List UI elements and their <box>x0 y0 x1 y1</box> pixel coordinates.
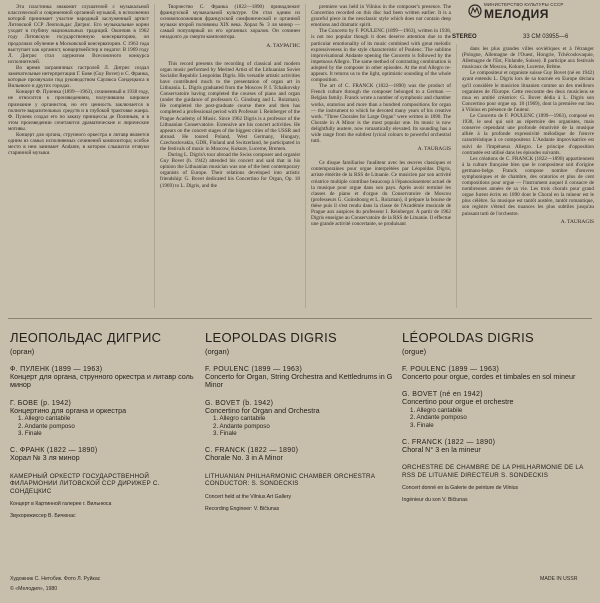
paragraph: Le Concerto de F. POULENC (1899—1963), composé en 1938, le seul qui soit au répertoire des organistes, mais conserve cependant une profonde émotivité de la musique alliée à la profonde expressivité mélodique de l'œuvre caractéristique à ce compositeur. L'Andante improvisatrice est suivi de l'impétueux Allegro. Le principe d'opposition contrastée est utilisé dans les épisodes suivants. <box>462 113 594 156</box>
ensemble: ORCHESTRE DE CHAMBRE DE LA PHILHARMONIE DE LA RSS DE LITUANIE DIRECTEUR S. SONDECKIS <box>402 464 584 479</box>
work-title: Хорал № 3 ля минор <box>10 453 80 463</box>
liner-notes-3 <box>311 4 451 227</box>
paragraph: During L. Digris's tour abroad the Swiss composer and organist Guy Bovet (b. 1942) attended his concert and said that in his opinion the Lithuanian musician was one of the best contemporary organists of Europe. Their relations developed into artistic friendship: G. Bovet dedicated his Concertino for Organ, Op. 18 (1969) to L. Digris, and the <box>160 152 300 189</box>
movement: 2. Andante pomposo <box>410 414 467 422</box>
program-english <box>205 330 393 512</box>
work-item <box>402 366 590 381</box>
paragraph: The Concerto by F. POULENC (1899—1963), written in 1938, is not too popular though it does deserve attention due to the particular emotionality of its music combined with great melodic expressiveness in the style characteristic of Poulenc. The sublime improvisational Andante opening the Concerto is followed by the impetuous Allegro. The same method of contrasting combination is adopted by the composer in other episodes. At the end Allegro re-appears. It returns us to the light, optimistic sounding of the whole composition. <box>311 28 451 84</box>
paragraph: Ce disque familiarise l'auditeur avec les œuvres classiques et contemporaines pour orgue interprétées par Léopoldas Digris, artiste émérite de la RSS de Lituanie. Ce musicien par son activité créatrice multiple contribue beaucoup à l'épanouissement actuel de la musique pour orgue dans son pays. Après avoir terminé les classes de piano et d'orgue du Conservatoire de Moscou (professeurs G. Guinsbourg et L. Roizman), il prépare la bourse de thèse puis il s'est rendu dans la classe de l'Académie musicale de Prague aux auspices du professeur I. Reinberger. A partir de 1962 Digris enseigne au Conservatoire de la RSS de Lituanie. Il effectue une grande activité concertante, se produisant <box>311 160 451 228</box>
paragraph: dans les plus grandes villes soviétiques et à l'étranger (Pologne, Allemagne de l'Ouest, Hongrie, Tchécoslovaquie, Allemagne de l'Est, Finlande, Suisse). Il participe aux festivals musicaux de Moscou, Kokure, Lucerne, Brême. <box>462 46 594 71</box>
design-credits: Художник С. Нетобик. Фото Л. Руйкас <box>10 576 101 582</box>
concert-note: Concert held at the Vilnius Art Gallery <box>205 493 292 500</box>
recording-engineer: Звукорежиссер В. Бичюнас <box>10 513 76 520</box>
movement: 3. Finale <box>410 421 434 429</box>
paragraph: premiere was held in Vilnius in the composer's presence. The Concertino recorded on this disc had been written earlier. It is a graceful piece in the neoclassic style which does not contain deep emotions and dramatic spirit. <box>311 4 451 29</box>
column-divider <box>305 4 306 308</box>
movement: 1. Allegro cantabile <box>410 406 463 414</box>
author-signature-en: A. TAURAGIS <box>417 146 451 153</box>
composer: С. ФРАНК (1822 — 1890) <box>10 447 98 455</box>
artist-name: LÉOPOLDAS DIGRIS <box>402 330 534 345</box>
work-item <box>205 400 393 438</box>
paragraph: The art of C. FRANCK (1822—1890) was the product of French culture through the composer belonged to a German — Belgian family. Franck wrote a number of symphonic and chamber works, oratorios and more than a hundred compositions for organ — the instrument to which he devoted many years of his creative work. "Three Chorales for Large Organ" were written in 1890. The Chorale in A Minor is the most popular one. Its music is now delightfully austere, now romantically elevated. Its sounding has a wide range from the subtlest lyrical colours to powerful orchestral tutti. <box>311 83 451 145</box>
work-item <box>10 447 198 462</box>
liner-notes-2 <box>160 4 300 189</box>
movement: 3. Finale <box>213 430 237 438</box>
artist-role: (orgue) <box>402 347 427 356</box>
paragraph: Творчество С. Франка (1822—1890) принадлежит французской музыкальной культуре. Он стал одним из основоположников французской симфонической и органной музыки второй половины XIX века. Хорал № 3 ля минор — самый популярный из его органных хоралов. Он сочинен незадолго до смерти композитора. <box>160 4 300 41</box>
artist-name: LEOPOLDAS DIGRIS <box>205 330 337 345</box>
work-item <box>402 391 590 429</box>
work-title: Choral N° 3 en la mineur <box>402 445 481 455</box>
composer: Г. БОВЕ (р. 1942) <box>10 399 72 407</box>
paragraph: Эта пластинка знакомит слушателей с музыкальной классической и современной органной музыкой, в исполнении которой принимает участие народный заслуженный артист Литовской ССР Леопольдас Дигрис. Его музыкальные корни уходят в глубину национальных традиций. Окончив в 1962 году Литовскую государственную консерваторию, он продолжил обучение в Московской консерватории. С 1963 года выступает как органист, концертмейстер и педагог. В 1969 году Л. Дигрис стал лауреатом Всесоюзного конкурса исполнителей. <box>8 4 149 65</box>
paragraph: Концерт для органа, струнного оркестра и литавр является одним из самых исполняемых сочинений композитора; особое место в нем занимает Andante, в котором слышатся отзвуки старинной музыки. <box>8 131 149 157</box>
concert-note: Концерт в Картинной галерее г. Вильнюса <box>10 501 112 508</box>
work-title: Concertino for Organ and Orchestra <box>205 405 320 415</box>
work-title: Concertino pour orgue et orchestre <box>402 397 514 407</box>
movement: 3. Finale <box>18 430 42 438</box>
movement: 2. Andante pomposo <box>213 422 270 430</box>
liner-notes-russian-1 <box>8 4 149 156</box>
composer: Ф. ПУЛЕНК (1899 — 1963) <box>10 366 103 373</box>
column-divider <box>456 44 457 308</box>
work-item <box>10 400 198 438</box>
composer: G. BOVET (né en 1942) <box>402 391 483 399</box>
artist-role: (орган) <box>10 347 35 356</box>
program-russian <box>10 330 198 519</box>
movement: 1. Allegro cantabile <box>213 415 266 423</box>
ensemble: LITHUANIAN PHILHARMONIC CHAMBER ORCHESTRA CONDUCTOR: S. SONDECKIS <box>205 472 375 488</box>
composer: C. FRANCK (1822 — 1890) <box>205 447 299 455</box>
work-item <box>402 439 590 454</box>
section-divider <box>8 318 592 319</box>
column-divider <box>154 4 155 308</box>
melodiya-emblem-icon <box>468 4 482 18</box>
author-signature-ru: А. ТАУРАГИС <box>266 42 300 49</box>
program-french <box>402 330 590 503</box>
copyright: © «Мелодия», 1980 <box>10 586 58 592</box>
brand-name: МЕЛОДИЯ <box>484 7 549 21</box>
paragraph: Les créations de C. FRANCK (1822—1890) appartiennent à la culture française bien que le compositeur soit d'origine germano-belge. Franck compose nombre d'œuvres symphoniques et de chambre, des oratorios et plus de cent compositions pour orgue — l'instrument auquel il consacre de nombreuses années de sa vie. Les trois chorals pour grand orgue furent écrits en 1890 dont le Choral en la mineur est le plus célèbre. Sa musique est tantôt austère, tantôt romantique, son registre s'étend des nuances les plus subtiles jusqu'au puissant tutti de l'orchestre. <box>462 155 594 217</box>
work-title: Концертино для органа и оркестра <box>10 405 127 415</box>
ministry-label: МИНИСТЕРСТВО КУЛЬТУРЫ СССР <box>484 2 564 7</box>
artist-role: (organ) <box>205 347 230 356</box>
paragraph: Le compositeur et organiste suisse Guy Bovet (né en 1942) ayant entendu L. Digris lors de sa tournée en Europe déclara qu'il considère le musicien lituanien comme un des meilleurs organistes de l'Europe. Cette rencontre des deux musiciens se mua en amitié créatrice: G. Bovet dédia à L. Digris son Concertino pour orgue op. 18 (1969), dont la première eut lieu à Vilnius en présence de l'auteur. <box>462 70 594 113</box>
liner-notes-french <box>462 46 594 225</box>
work-item <box>10 366 198 390</box>
work-title: Концерт для органа, струнного оркестра и литавр соль минор <box>10 372 194 390</box>
recording-engineer: Ingénieur du son V. Bičiunas <box>402 497 468 504</box>
movement: 2. Andante pomposo <box>18 422 75 430</box>
movement: 1. Allegro cantabile <box>18 415 71 423</box>
composer: F. POULENC (1899 — 1963) <box>402 366 500 373</box>
melodiya-logo <box>452 2 598 22</box>
composer: G. BOVET (b. 1942) <box>205 399 274 407</box>
recording-engineer: Recording Engineer: V. Bičiunas <box>205 505 280 512</box>
ensemble: КАМЕРНЫЙ ОРКЕСТР ГОСУДАРСТВЕННОЙ ФИЛАРМОНИИ ЛИТОВСКОЙ ССР ДИРИЖЕР С. СОНДЕЦКИС <box>10 472 160 495</box>
author-signature-fr: A. TAURAGIS <box>560 218 594 225</box>
work-item <box>205 447 393 462</box>
work-title: Concerto pour orgue, cordes et timbales en sol mineur <box>402 372 576 381</box>
stereo-label: STEREO <box>452 34 477 40</box>
paragraph: This record presents the recording of classical and modern organ music performed by Merited Artist of the Lithuanian Soviet Socialist Republic Leopoldas Digris. His versatile artistic activities have contributed much to the presentation of organ art in Lithuania. L. Digris graduated from the Moscow P. I. Tchaikovsky Conservatoire having completed the courses of piano and organ (under the guidance of professors G. Ginsburg and L. Roizman). He completed the post-graduate course there and then has completed a professional period with Professor I. Reinberger of the Prague Academy of Music. Since 1962 Digris is a professor of the Lithuanian Conservatoire. Extensive are his concert activities. He appears on the concert stages of the biggest cities of the USSR and abroad. He toured Poland, West Germany, Hungary, Czechoslovakia, GDR, Finland and Switzerland, he participated in the festivals of music in Moscow, Kokure, Lucerne, Bremen. <box>160 60 300 152</box>
composer: C. FRANCK (1822 — 1890) <box>402 439 496 447</box>
composer: F. POULENC (1899 — 1963) <box>205 366 303 373</box>
artist-name: ЛЕОПОЛЬДАС ДИГРИС <box>10 330 162 345</box>
work-title: Chorale No. 3 in A Minor <box>205 453 283 463</box>
work-item <box>205 366 393 390</box>
paragraph: Во время заграничных гастролей Л. Дигрис создал замечательные интерпретации Г. Бове (Guy Bovet) и С. Франка, которые прозвучали под руководством Саулюса Сондецкиса в Вильнюсе и других городах. <box>8 64 149 90</box>
made-in-label: MADE IN USSR <box>540 576 578 582</box>
catalog-number: 33 СМ 03955—6 <box>523 34 569 40</box>
concert-note: Concert donné en la Galerie de peinture de Vilnius <box>402 485 519 492</box>
paragraph: Концерт Ф. Пуленка (1899—1963), сочиненный в 1938 году, не относится к произведениям, получившим широкое признание у органистов, но его ценность заключается в полноте выразительных средств и в глубокой трактовке жанра. Ф. Пуленк создал его по заказу принцессы де Полиньяк, и в этом произведении сочетаются драматические и лирические мотивы. <box>8 89 149 132</box>
work-title: Concerto for Organ, String Orchestra and Kettledrums in G Minor <box>205 372 393 390</box>
